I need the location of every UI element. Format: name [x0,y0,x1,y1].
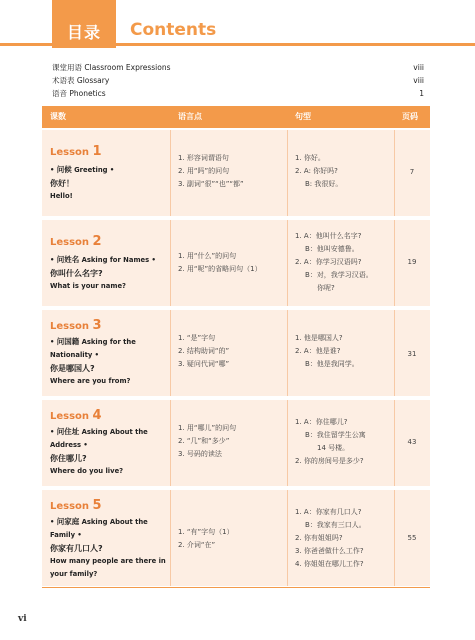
table-row [42,130,430,216]
contents-title-zh: 目录 [66,23,101,42]
lesson-title: • 问候 Greeting • 你好！ Hello! [50,165,115,200]
lesson-label: Lesson 1 [50,144,102,159]
page-ref: 55 [407,534,417,542]
language-points: 1. “是”字句 2. 结构助词“的” 3. 疑问代词“哪” [178,334,230,368]
sentence-patterns: 1. 他是哪国人? 2. A：他是谁? B：他是我同学。 [295,334,359,368]
page-ref: 7 [409,168,415,176]
page-number: vi [18,614,27,624]
front-matter-page: viii [413,63,424,72]
table-row [42,400,430,486]
lesson-label: Lesson 4 [50,408,102,423]
contents-title-en: Contents [130,20,217,40]
page-ref: 43 [407,438,417,446]
language-points: 1. 形容词谓语句 2. 用“吗”的问句 3. 副词“很”“也”“都” [178,154,244,188]
lesson-title: • 问国籍 Asking for the Nationality • 你是哪国人? Where are you from? [50,337,136,385]
header-language-points: 语言点 [178,112,202,121]
front-matter-title: 语音 Phonetics [52,89,106,98]
header-lesson: 课数 [50,112,66,121]
page-ref: 31 [407,350,417,358]
sentence-patterns: 1. A：他叫什么名字? B：他叫安德鲁。 2. A：你学习汉语吗? B：对，我学习汉语。 你呢? [295,232,373,292]
table-row [42,310,430,396]
lesson-title: • 问姓名 Asking for Names • 你叫什么名字? What is your name? [50,255,156,290]
front-matter-item [52,62,424,74]
front-matter-title: 术语表 Glossary [52,76,110,85]
table-row [42,220,430,306]
language-points: 1. “有”字句（1） 2. 介词“在” [178,528,234,549]
sentence-patterns: 1. A：你家有几口人? B：我家有三口人。 2. 你有姐姐吗? 3. 你爸爸做什么工作? 4. 你姐姐在哪儿工作? [295,508,366,568]
page-ref: 19 [407,258,417,266]
header-page: 页码 [402,112,418,121]
lesson-title: • 问家庭 Asking About the Family • 你家有几口人? How many people are there in your family? [50,517,166,578]
lesson-title: • 问住址 Asking About the Address • 你住哪儿? Where do you live? [50,427,148,475]
table-bottom-rule [42,587,430,588]
front-matter-page: viii [413,76,424,85]
language-points: 1. 用“哪儿”的问句 2. “几”和“多少” 3. 号码的读法 [178,424,237,458]
front-matter-item [52,75,424,87]
sentence-patterns: 1. A：你住哪儿? B：我住留学生公寓 14 号楼。 2. 你的房间号是多少? [295,418,366,465]
lesson-label: Lesson 5 [50,498,102,513]
table-row [42,490,430,586]
front-matter-page: 1 [419,89,424,98]
front-matter-item [52,88,424,100]
lesson-label: Lesson 2 [50,234,102,249]
sentence-patterns: 1. 你好。 2. A: 你好吗? B: 我很好。 [295,154,343,188]
contents-tab [52,0,116,48]
language-points: 1. 用“什么”的问句 2. 用“呢”的省略问句（1） [178,252,262,273]
table-header [42,106,430,128]
front-matter-title: 课堂用语 Classroom Expressions [52,63,171,72]
lesson-label: Lesson 3 [50,318,102,333]
header-sentence-patterns: 句型 [295,112,311,121]
